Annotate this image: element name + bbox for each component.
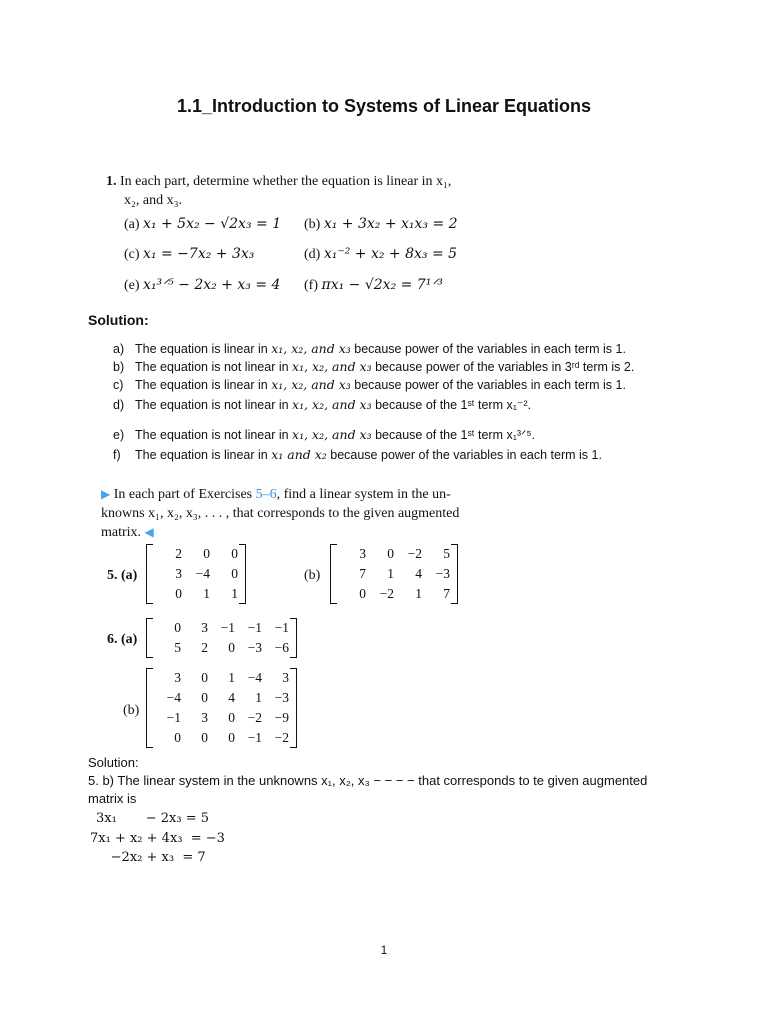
matrix-entry: 3	[174, 670, 181, 685]
matrix-entry: −6	[274, 640, 289, 655]
matrix-entry: 1	[228, 670, 235, 685]
solution-item-c	[113, 376, 626, 394]
matrix-entry: 7	[443, 586, 450, 601]
ex1-part-b	[304, 216, 458, 233]
exercise-1-line2: x₂, and x₃.	[124, 193, 182, 208]
matrix-row	[338, 584, 450, 604]
part-label: (f)	[304, 278, 318, 293]
exercise-1-line1: In each part, determine whether the equation is linear in x₁,	[120, 174, 452, 189]
matrix-entry: 0	[228, 710, 235, 725]
part-label: (d)	[304, 247, 321, 262]
matrix-entry: 0	[175, 586, 182, 601]
prompt-text: matrix.	[101, 525, 142, 540]
item-text: The equation is linear in	[135, 342, 272, 356]
page-number: 1	[380, 943, 388, 957]
matrix-entry: 0	[174, 620, 181, 635]
matrix-row	[154, 544, 238, 564]
matrix-row	[154, 668, 289, 688]
matrix-entry: −2	[407, 546, 422, 561]
item-label: b)	[113, 360, 125, 374]
matrix-entry: 1	[415, 586, 422, 601]
matrix-entry: 3	[359, 546, 366, 561]
matrix-entry: −3	[247, 640, 262, 655]
item-vars: x₁, x₂, and x₃	[271, 377, 351, 392]
item-text: because of the 1ˢᵗ term x₁³ᐟ⁵.	[371, 428, 536, 442]
solution-item-f	[113, 446, 602, 464]
matrix-entry: −2	[274, 730, 289, 745]
exercises-5-6-prompt	[101, 485, 459, 542]
page-title: 1.1_Introduction to Systems of Linear Equations	[176, 96, 592, 116]
matrix-entry: 7	[359, 566, 366, 581]
solution-item-d	[113, 396, 531, 414]
item-vars: x₁, x₂, and x₃	[292, 359, 372, 374]
matrix-entry: −4	[247, 670, 262, 685]
triangle-left-icon: ◀	[144, 525, 154, 539]
matrix-entry: 0	[228, 640, 235, 655]
matrix-entry: 1	[255, 690, 262, 705]
item-label: c)	[113, 378, 124, 392]
part-equation: x₁ = −7x₂ + 3x₃	[143, 246, 255, 262]
item-label: d)	[113, 398, 125, 412]
ex1-part-e	[124, 277, 280, 294]
exercise-6a-label: 6. (a)	[107, 632, 138, 647]
item-label: f)	[113, 448, 121, 462]
matrix-row	[154, 708, 289, 728]
part-label: (e)	[124, 278, 140, 293]
exercise-5a-label: 5. (a)	[107, 568, 138, 583]
item-text: because power of the variables in 3ʳᵈ term is 2.	[371, 360, 635, 374]
part-equation: x₁³ᐟ⁵ − 2x₂ + x₃ = 4	[143, 277, 281, 293]
part-label: (c)	[124, 247, 140, 262]
matrix-entry: −1	[274, 620, 289, 635]
matrix-5a	[146, 544, 246, 604]
item-vars: x₁ and x₂	[271, 447, 327, 462]
item-vars: x₁, x₂, and x₃	[271, 341, 351, 356]
matrix-entry: 3	[201, 620, 208, 635]
matrix-row	[154, 728, 289, 748]
matrix-entry: 3	[201, 710, 208, 725]
exercise-5b-label: (b)	[304, 568, 321, 583]
matrix-entry: 0	[231, 566, 238, 581]
part-equation: x₁ + 5x₂ − √2x₃ = 1	[143, 216, 282, 232]
prompt-text: knowns x₁, x₂, x₃, . . . , that corresponds to the given augmented	[101, 506, 460, 521]
matrix-entry: 3	[282, 670, 289, 685]
item-text: because power of the variables in each term is 1.	[350, 342, 626, 356]
part-label: (b)	[304, 217, 321, 232]
matrix-entry: −1	[247, 620, 262, 635]
matrix-row	[154, 564, 238, 584]
matrix-entry: 3	[175, 566, 182, 581]
item-text: The equation is not linear in	[135, 398, 293, 412]
matrix-row	[154, 638, 289, 658]
matrix-entry: 1	[203, 586, 210, 601]
matrix-row	[338, 564, 450, 584]
matrix-entry: 0	[359, 586, 366, 601]
triangle-right-icon: ▶	[101, 487, 111, 501]
matrix-entry: 0	[231, 546, 238, 561]
matrix-6a	[146, 618, 297, 658]
solution-2	[88, 754, 647, 808]
ex1-part-a	[124, 216, 281, 233]
part-equation: x₁ + 3x₂ + x₁x₃ = 2	[323, 216, 458, 232]
part-label: (a)	[124, 217, 140, 232]
matrix-entry: 0	[228, 730, 235, 745]
matrix-entry: 5	[174, 640, 181, 655]
matrix-entry: 0	[203, 546, 210, 561]
exercise-6b-label: (b)	[123, 703, 140, 718]
solution-item-a	[113, 340, 626, 358]
matrix-entry: 2	[201, 640, 208, 655]
matrix-entry: 0	[201, 730, 208, 745]
item-vars: x₁, x₂, and x₃	[292, 427, 372, 442]
matrix-entry: −1	[247, 730, 262, 745]
solution-2-heading: Solution:	[88, 755, 139, 770]
system-equation-1: 3x₁ − 2x₃ = 5	[96, 811, 210, 826]
item-text: because of the 1ˢᵗ term x₁⁻².	[371, 398, 532, 412]
ex1-part-f	[304, 277, 443, 294]
exercise-1-prompt	[106, 172, 451, 210]
matrix-entry: 2	[175, 546, 182, 561]
matrix-entry: −3	[274, 690, 289, 705]
part-equation: x₁⁻² + x₂ + 8x₃ = 5	[323, 246, 458, 262]
item-label: e)	[113, 428, 125, 442]
matrix-entry: 4	[228, 690, 235, 705]
prompt-text: , find a linear system in the un-	[276, 487, 451, 502]
matrix-entry: 0	[201, 670, 208, 685]
item-text: The equation is linear in	[135, 378, 272, 392]
exercise-1-number: 1.	[106, 174, 117, 189]
matrix-5b	[330, 544, 458, 604]
matrix-entry: 4	[415, 566, 422, 581]
matrix-row	[154, 618, 289, 638]
matrix-entry: −2	[247, 710, 262, 725]
matrix-entry: 1	[387, 566, 394, 581]
matrix-entry: −2	[379, 586, 394, 601]
matrix-entry: −9	[274, 710, 289, 725]
matrix-entry: −3	[435, 566, 450, 581]
matrix-entry: −1	[220, 620, 235, 635]
matrix-row	[154, 584, 238, 604]
item-vars: x₁, x₂, and x₃	[292, 397, 372, 412]
matrix-row	[154, 688, 289, 708]
matrix-entry: −4	[195, 566, 210, 581]
item-text: The equation is not linear in	[135, 428, 293, 442]
solution-item-b	[113, 358, 634, 376]
part-equation: πx₁ − √2x₂ = 7¹ᐟ³	[321, 277, 443, 293]
ex1-part-c	[124, 246, 254, 263]
item-label: a)	[113, 342, 125, 356]
solution-2-line2: matrix is	[88, 791, 137, 806]
system-equation-3: −2x₂ + x₃ = 7	[90, 850, 206, 865]
matrix-entry: 0	[174, 730, 181, 745]
system-equation-2: 7x₁ + x₂ + 4x₃ = −3	[90, 831, 225, 846]
item-text: The equation is linear in	[135, 448, 272, 462]
matrix-entry: 0	[387, 546, 394, 561]
item-text: because power of the variables in each term is 1.	[350, 378, 626, 392]
matrix-6b	[146, 668, 297, 748]
item-text: The equation is not linear in	[135, 360, 293, 374]
matrix-entry: −4	[166, 690, 181, 705]
solution-1-heading: Solution:	[88, 312, 149, 328]
prompt-text: In each part of Exercises	[113, 487, 256, 502]
matrix-entry: 0	[201, 690, 208, 705]
matrix-entry: 1	[231, 586, 238, 601]
matrix-entry: −1	[166, 710, 181, 725]
matrix-row	[338, 544, 450, 564]
matrix-entry: 5	[443, 546, 450, 561]
ex1-part-d	[304, 246, 457, 263]
solution-item-e	[113, 426, 535, 444]
item-text: because power of the variables in each term is 1.	[326, 448, 602, 462]
exercise-ref-link[interactable]: 5–6	[255, 487, 277, 502]
solution-2-line1: 5. b) The linear system in the unknowns x₁, x₂, x₃ − − − − that corresponds to te given augmented	[88, 773, 648, 788]
